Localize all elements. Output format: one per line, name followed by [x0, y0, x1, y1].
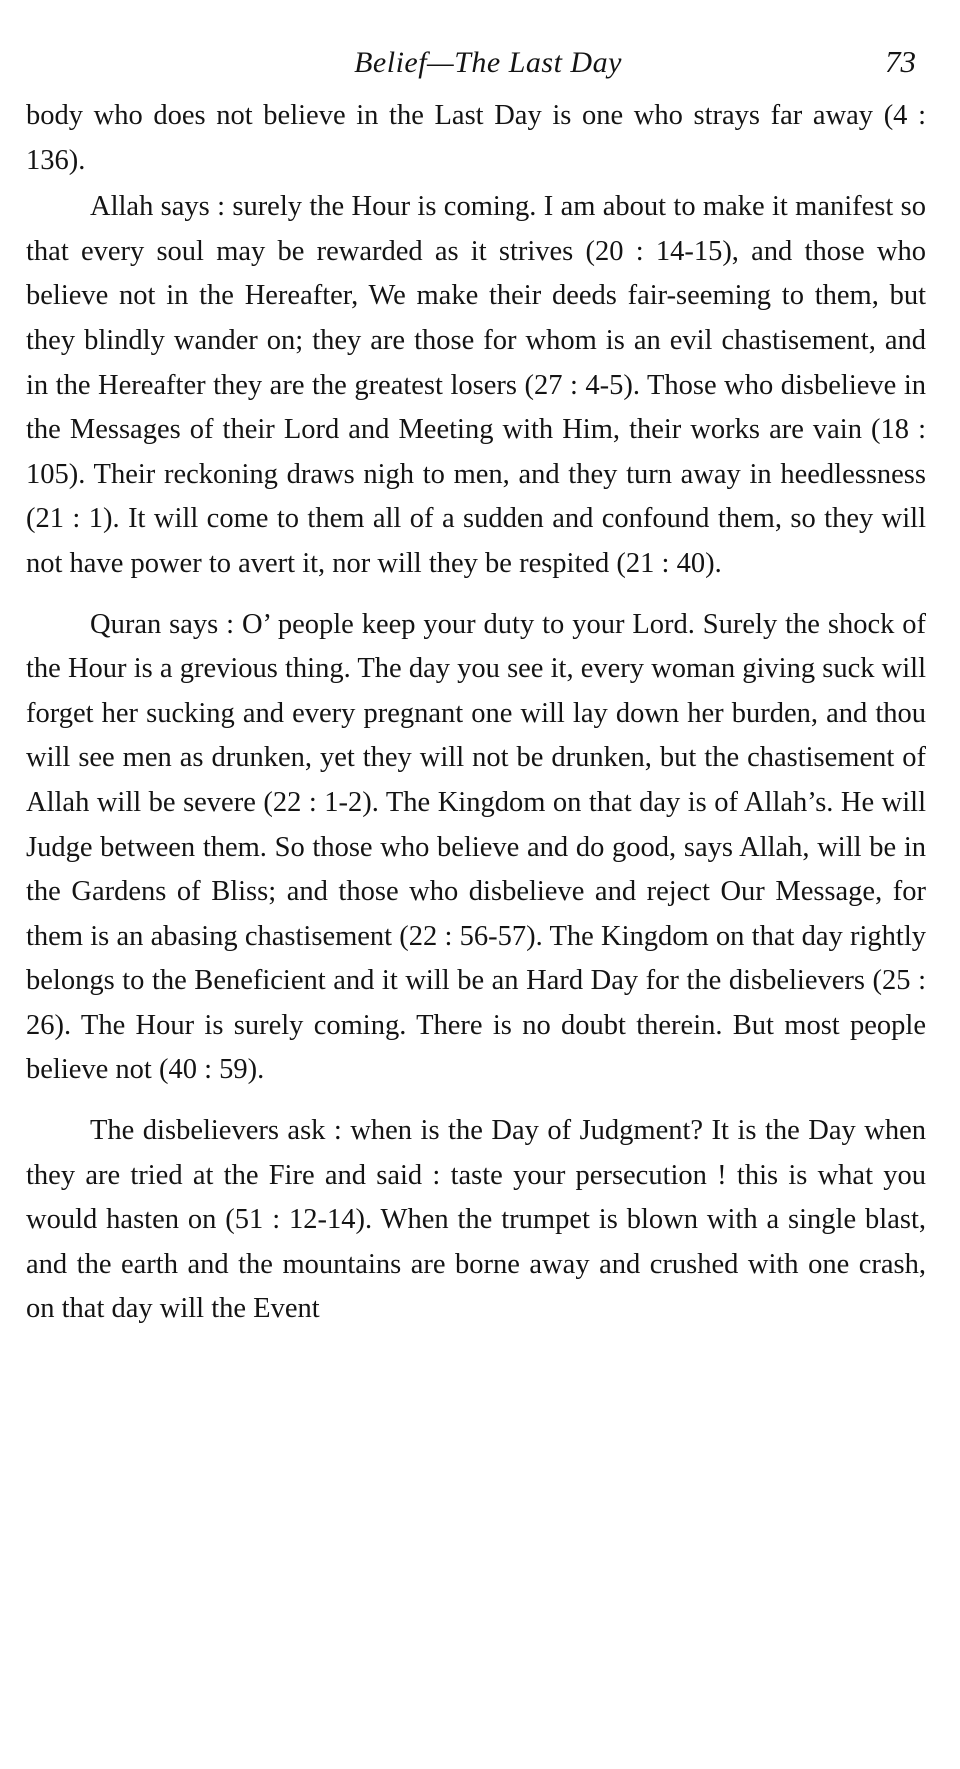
running-title: Belief—The Last Day [354, 46, 622, 79]
body-text [26, 94, 926, 1332]
running-header [26, 36, 926, 94]
paragraph-continuation: body who does not believe in the Last Day is one who strays far away (4 : 136). [26, 100, 926, 176]
paragraph-quran-says: Quran says : O’ people keep your duty to your Lord. Surely the shock of the Hour is a grevious thing. The day you see it, every woman giving suck will forget her sucking and every pregnant one will lay down her burden, and thou will see men as drunken, yet they will not be drunken, but the chastisement of Allah will be severe (22 : 1-2). The Kingdom on that day is of Allah’s. He will Judge between them. So those who believe and do good, says Allah, will be in the Gardens of Bliss; and those who disbelieve and reject Our Message, for them is an abasing chastisement (22 : 56-57). The Kingdom on that day rightly belongs to the Beneficient and it will be an Hard Day for the disbelievers (25 : 26). The Hour is surely coming. There is no doubt therein. But most people believe not (40 : 59). [26, 608, 926, 1086]
paragraph-disbelievers-ask: The disbelievers ask : when is the Day of Judgment? It is the Day when they are tried at the Fire and said : taste your persecution ! this is what you would hasten on (51 : 12-14). When the trumpet is blown with a single blast, and the earth and the mountains are borne away and crushed with one crash, on that day will the Event [26, 1115, 926, 1325]
paragraph-allah-says: Allah says : surely the Hour is coming. I am about to make it manifest so that every soul may be rewarded as it strives (20 : 14-15), and those who believe not in the Hereafter, We make their deeds fair-seeming to them, but they blindly wander on; they are those for whom is an evil chastisement, and in the Hereafter they are the greatest losers (27 : 4-5). Those who disbelieve in the Messages of their Lord and Meeting with Him, their works are vain (18 : 105). Their reckoning draws nigh to men, and they turn away in heedlessness (21 : 1). It will come to them all of a sudden and confound them, so they will not have power to avert it, nor will they be respited (21 : 40). [26, 191, 926, 579]
page-number: 73 [885, 44, 916, 79]
